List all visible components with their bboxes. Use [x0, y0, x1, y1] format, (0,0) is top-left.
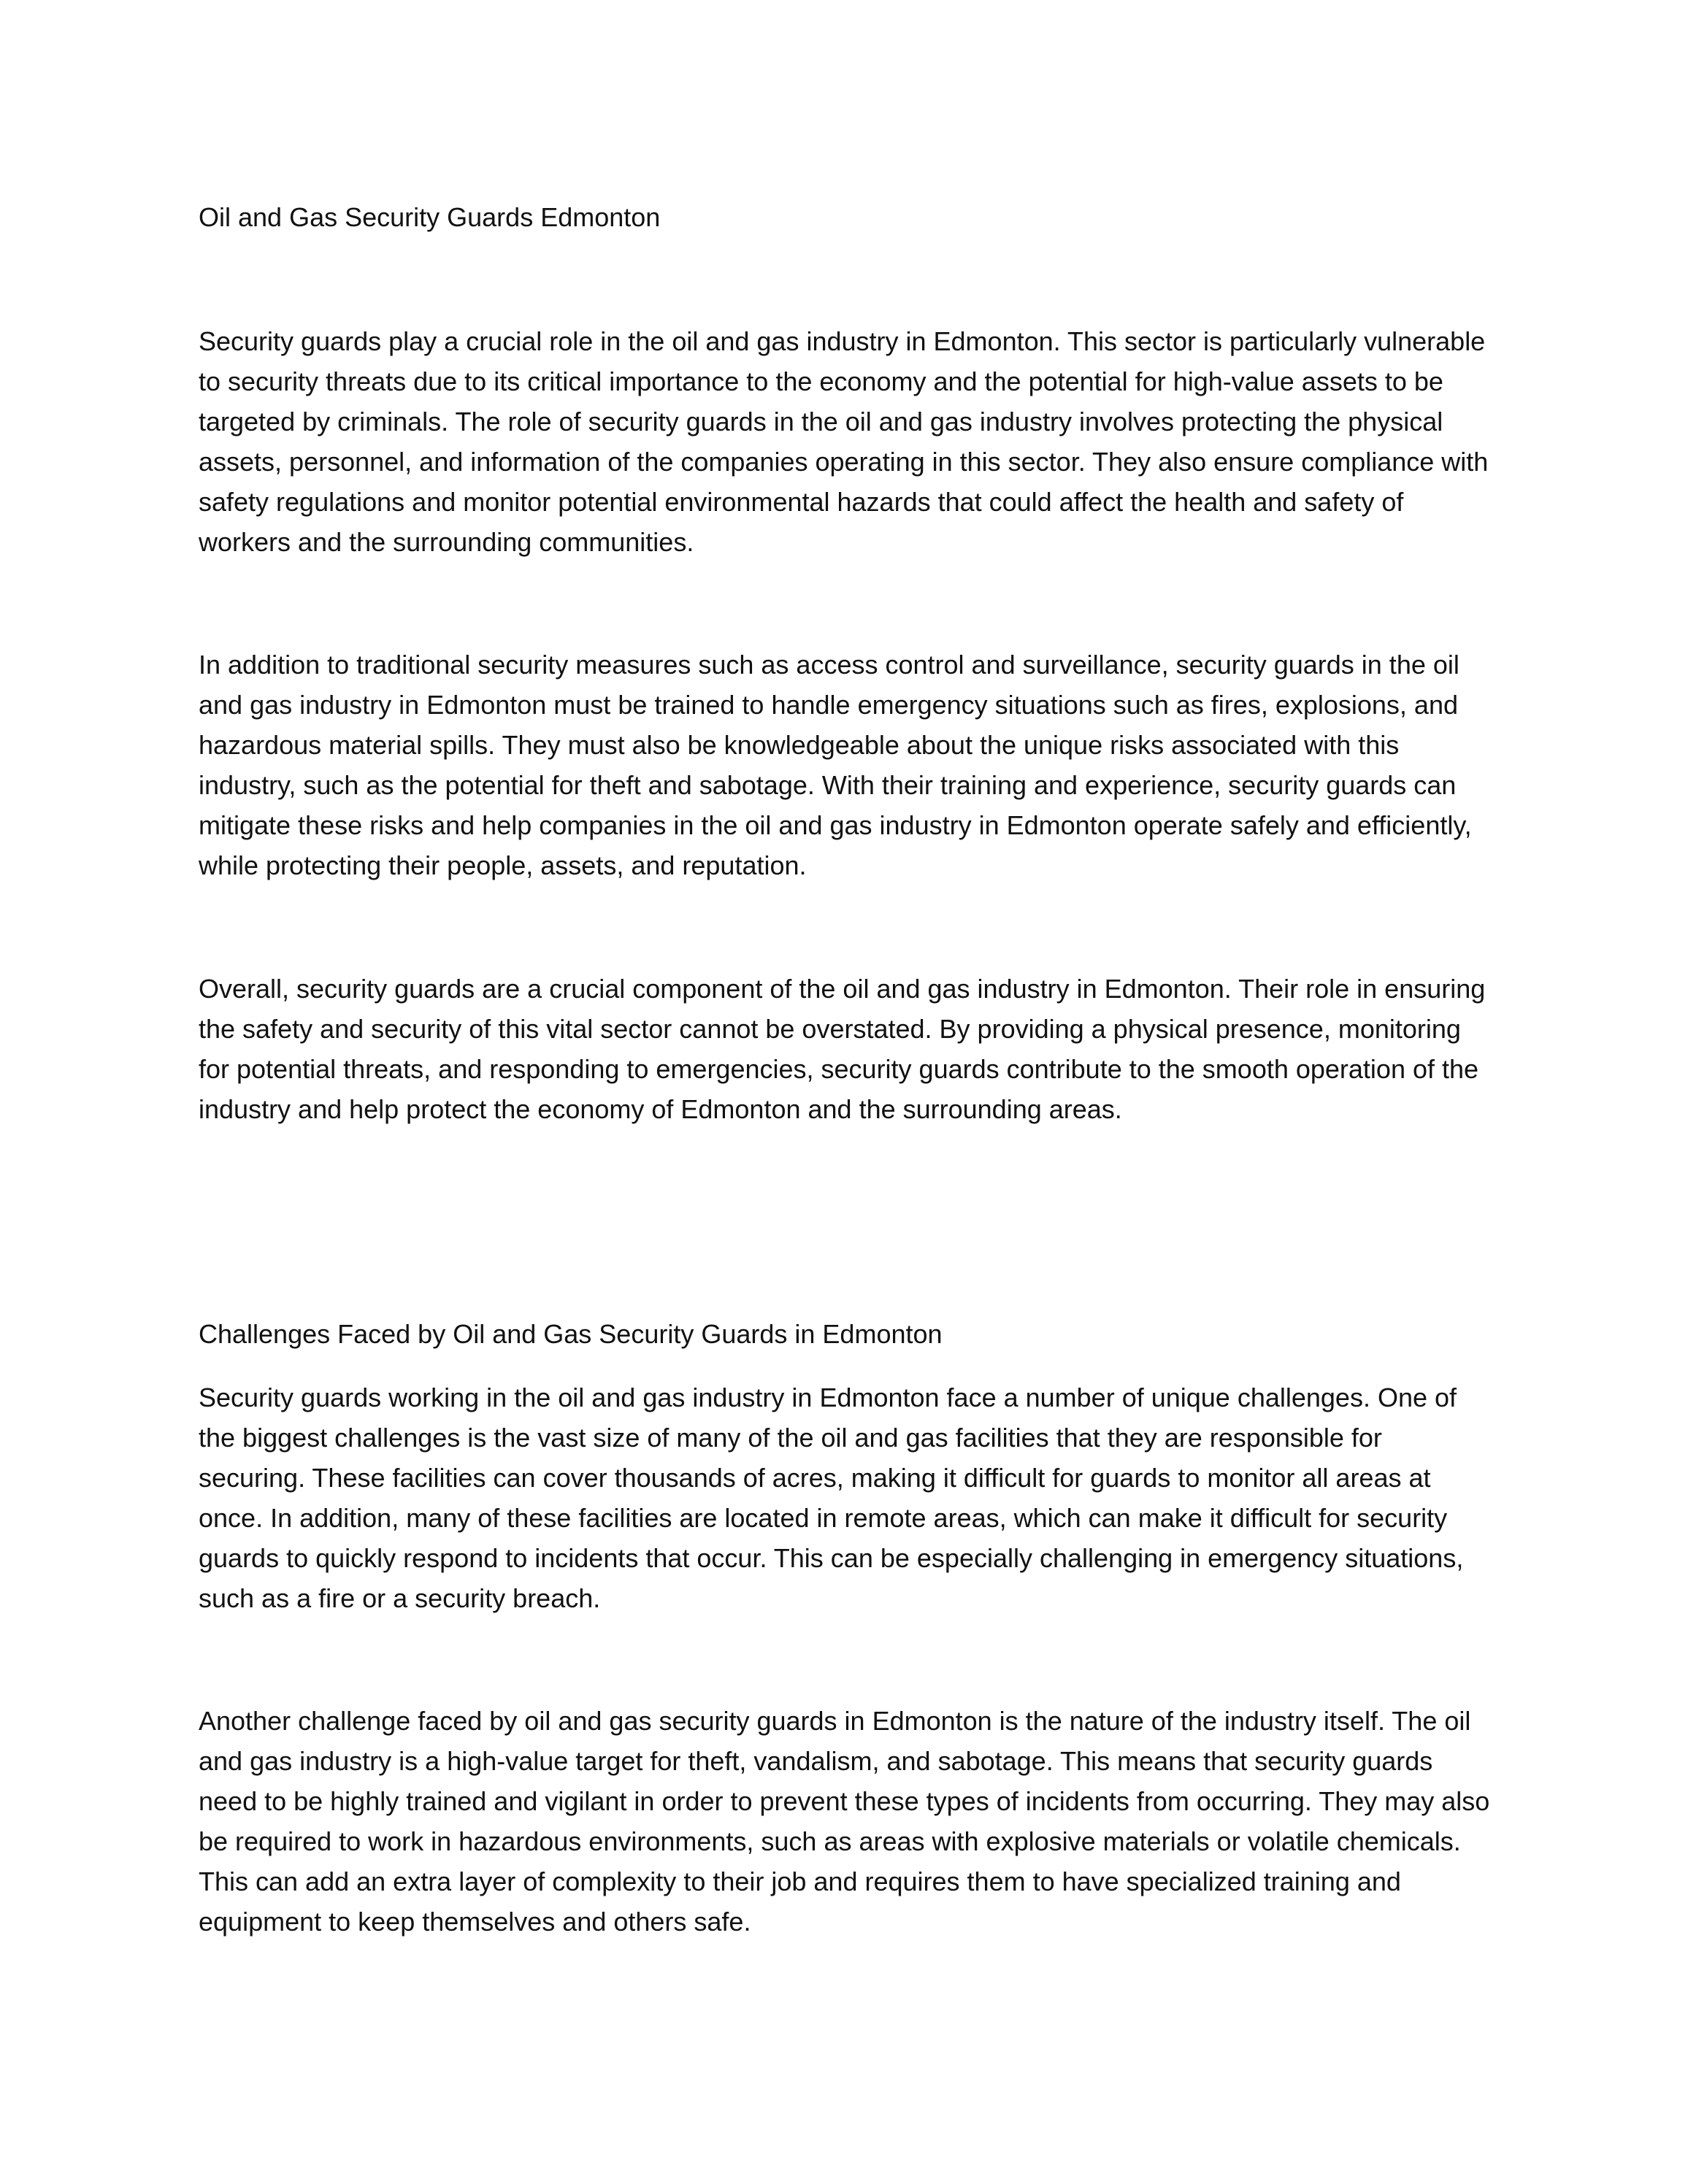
paragraph: In addition to traditional security measures such as access control and surveillance, security guards in the oil and gas industry in Edmonton must be trained to handle emergency situations such as fires, explosions, and hazardous material spills. They must also be knowledgeable about the unique risks associated with this industry, such as the potential for theft and sabotage. With their training and experience, security guards can mitigate these risks and help companies in the oil and gas industry in Edmonton operate safely and efficiently, while protecting their people, assets, and reputation.	[199, 650, 1472, 880]
document-title: Oil and Gas Security Guards Edmonton	[199, 202, 661, 232]
paragraph: Another challenge faced by oil and gas security guards in Edmonton is the nature of the industry itself. The oil and gas industry is a high-value target for theft, vandalism, and sabotage. This means that security guards need to be highly trained and vigilant in order to prevent these types of incidents from occurring. They may also be required to work in hazardous environments, such as areas with explosive materials or volatile chemicals. This can add an extra layer of complexity to their job and requires them to have specialized training and equipment to keep themselves and others safe.	[199, 1706, 1490, 1937]
section-heading: Challenges Faced by Oil and Gas Security Guards in Edmonton	[199, 1319, 943, 1349]
paragraph: Security guards working in the oil and gas industry in Edmonton face a number of unique challenges. One of the biggest challenges is the vast size of many of the oil and gas facilities that they are responsible for securing. These facilities can cover thousands of acres, making it difficult for guards to monitor all areas at once. In addition, many of these facilities are located in remote areas, which can make it difficult for security guards to quickly respond to incidents that occur. This can be especially challenging in emergency situations, such as a fire or a security breach.	[199, 1383, 1464, 1613]
paragraph: Security guards play a crucial role in the oil and gas industry in Edmonton. This sector is particularly vulnerable to security threats due to its critical importance to the economy and the potential for high-value assets to be targeted by criminals. The role of security guards in the oil and gas industry involves protecting the physical assets, personnel, and information of the companies operating in this sector. They also ensure compliance with safety regulations and monitor potential environmental hazards that could affect the health and safety of workers and the surrounding communities.	[199, 326, 1489, 557]
paragraph: Overall, security guards are a crucial component of the oil and gas industry in Edmonton. Their role in ensuring the safety and security of this vital sector cannot be overstated. By providing a physical presence, monitoring for potential threats, and responding to emergencies, security guards contribute to the smooth operation of the industry and help protect the economy of Edmonton and the surrounding areas.	[199, 974, 1486, 1124]
